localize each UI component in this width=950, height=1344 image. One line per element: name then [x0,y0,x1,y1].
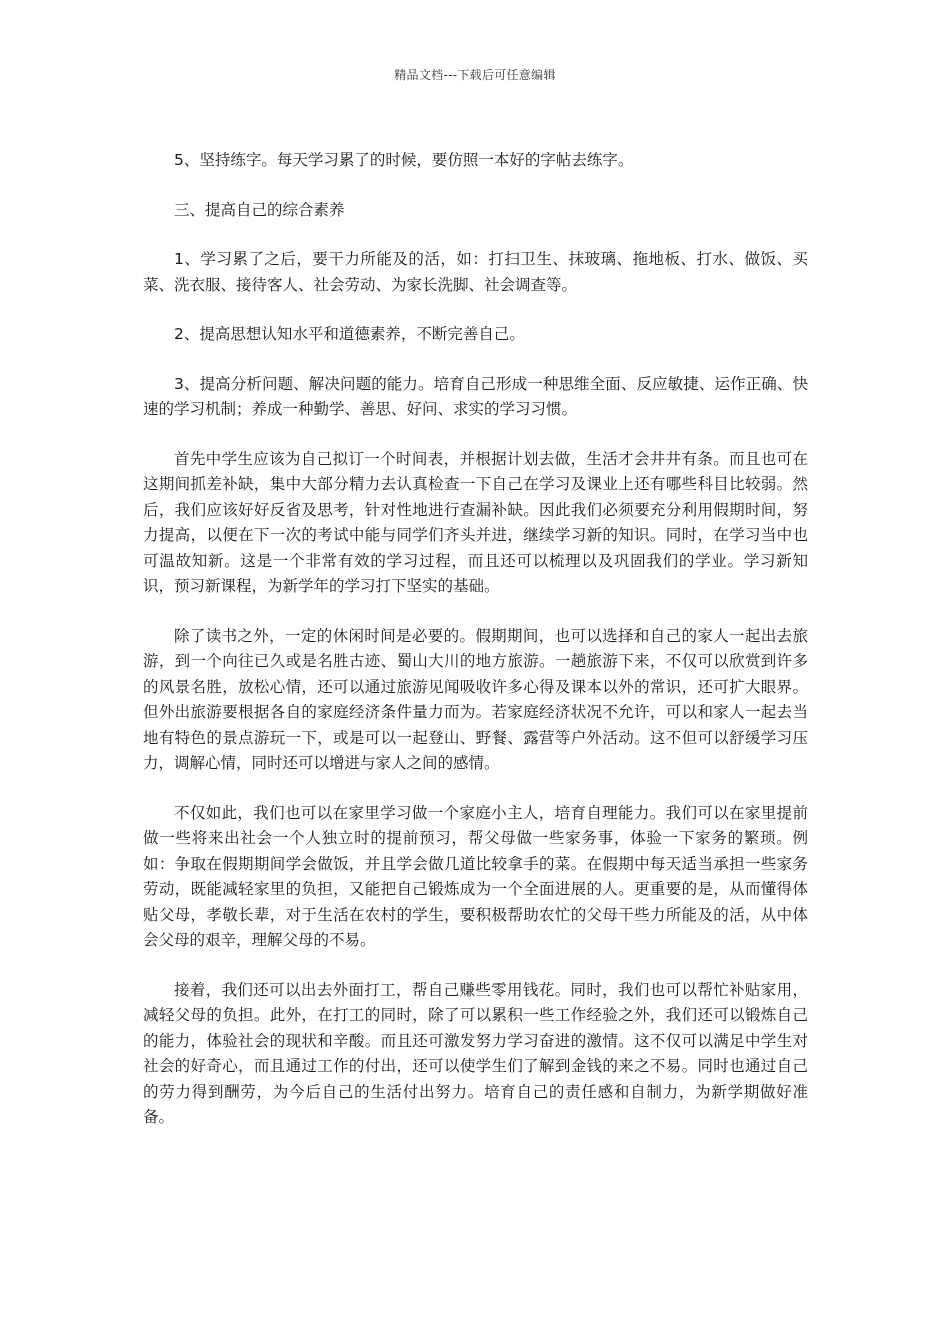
paragraph-housework: 1、学习累了之后，要干力所能及的活，如：打扫卫生、抹玻璃、拖地板、打水、做饭、买菜、洗衣服、接待客人、社会劳动、为家长洗脚、社会调查等。 [143,250,808,294]
paragraph-travel: 除了读书之外，一定的休闲时间是必要的。假期期间，也可以选择和自己的家人一起出去旅游，到一个向往已久或是名胜古迹、蜀山大川的地方旅游。一趟旅游下来，不仅可以欣赏到许多的风景名胜，放松心情，还可以通过旅游见闻吸收许多心得及课本以外的常识，还可扩大眼界。但外出旅游要根据各自的家庭经济条件量力而为。若家庭经济状况不允许，可以和家人一起去当地有特色的景点游玩一下，或是可以一起登山、野餐、露营等户外活动。这不但可以舒缓学习压力，调解心情，同时还可以增进与家人之间的感情。 [143,626,808,772]
document-body [143,148,808,1155]
paragraph-moral: 2、提高思想认知水平和道德素养，不断完善自己。 [174,325,525,343]
page-header: 精品文档---下载后可任意编辑 [394,68,556,82]
paragraph-home-skills: 不仅如此，我们也可以在家里学习做一个家庭小主人，培育自理能力。我们可以在家里提前做一些将来出社会一个人独立时的提前预习，帮父母做一些家务事，体验一下家务的繁琐。例如：争取在假期期间学会做饭，并且学会做几道比较拿手的菜。在假期中每天适当承担一些家务劳动，既能减轻家里的负担，又能把自己锻炼成为一个全面进展的人。更重要的是，从而懂得体贴父母，孝敬长辈，对于生活在农村的学生，要积极帮助农忙的父母干些力所能及的活，从中体会父母的艰辛，理解父母的不易。 [143,803,808,949]
paragraph-practice-writing: 5、坚持练字。每天学习累了的时候，要仿照一本好的字帖去练字。 [174,151,634,169]
paragraph-part-time-work: 接着，我们还可以出去外面打工，帮自己赚些零用钱花。同时，我们也可以帮忙补贴家用，减轻父母的负担。此外，在打工的同时，除了可以累积一些工作经验之外，我们还可以锻炼自己的能力，体验社会的现状和辛酸。而且还可激发努力学习奋进的激情。这不仅可以满足中学生对社会的好奇心，而且通过工作的付出，还可以使学生们了解到金钱的来之不易。同时也通过自己的劳力得到酬劳，为今后自己的生活付出努力。培育自己的责任感和自制力，为新学期做好准备。 [143,980,808,1126]
paragraph-schedule: 首先中学生应该为自己拟订一个时间表，并根据计划去做，生活才会井井有条。而且也可在这期间抓差补缺，集中大部分精力去认真检查一下自己在学习及课业上还有哪些科目比较弱。然后，我们应该好好反省及思考，针对性地进行查漏补缺。因此我们必须要充分利用假期时间，努力提高，以便在下一次的考试中能与同学们齐头并进，继续学习新的知识。同时，在学习当中也可温故知新。这是一个非常有效的学习过程，而且还可以梳理以及巩固我们的学业。学习新知识，预习新课程，为新学年的学习打下坚实的基础。 [143,449,808,595]
section-heading: 三、提高自己的综合素养 [174,200,345,219]
paragraph-problem-solving: 3、提高分析问题、解决问题的能力。培育自己形成一种思维全面、反应敏捷、运作正确、快速的学习机制；养成一种勤学、善思、好问、求实的学习习惯。 [143,374,808,418]
